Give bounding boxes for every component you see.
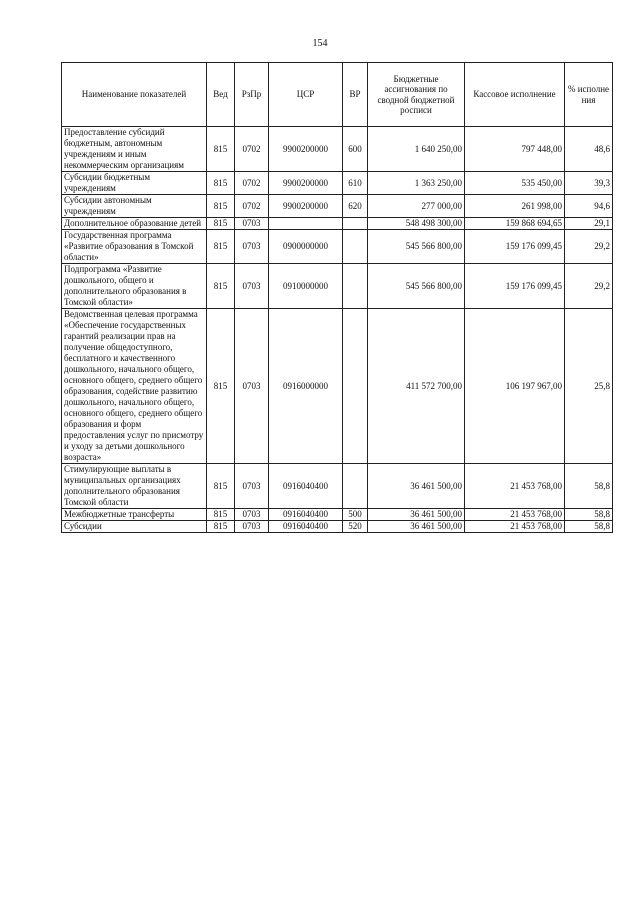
- cell-rzpr: 0702: [235, 195, 269, 218]
- cell-rzpr: 0703: [235, 309, 269, 464]
- cell-percent: 29,1: [565, 218, 613, 230]
- cell-csr: 0916040400: [269, 464, 343, 509]
- cell-csr: 9900200000: [269, 127, 343, 172]
- cell-rzpr: 0703: [235, 509, 269, 521]
- budget-table: [61, 62, 613, 533]
- table-row: [62, 218, 613, 230]
- cell-assignments: 36 461 500,00: [368, 464, 465, 509]
- cell-ved: 815: [207, 264, 235, 309]
- header-name: Наименование показателей: [62, 63, 207, 127]
- cell-assignments: 548 498 300,00: [368, 218, 465, 230]
- cell-name: Субсидии автономным учреждениям: [62, 195, 207, 218]
- cell-vr: 520: [343, 521, 368, 533]
- cell-vr: 610: [343, 172, 368, 195]
- header-ved: Вед: [207, 63, 235, 127]
- cell-csr: 0916040400: [269, 509, 343, 521]
- cell-vr: [343, 230, 368, 264]
- cell-execution: 797 448,00: [465, 127, 565, 172]
- table-row: [62, 464, 613, 509]
- cell-rzpr: 0702: [235, 172, 269, 195]
- cell-assignments: 36 461 500,00: [368, 521, 465, 533]
- cell-ved: 815: [207, 464, 235, 509]
- cell-execution: 535 450,00: [465, 172, 565, 195]
- cell-vr: 500: [343, 509, 368, 521]
- cell-vr: 620: [343, 195, 368, 218]
- cell-execution: 159 176 099,45: [465, 230, 565, 264]
- cell-rzpr: 0703: [235, 464, 269, 509]
- cell-percent: 39,3: [565, 172, 613, 195]
- table-row: [62, 264, 613, 309]
- header-percent: % исполне ния: [565, 63, 613, 127]
- table-row: [62, 509, 613, 521]
- cell-ved: 815: [207, 195, 235, 218]
- cell-execution: 159 176 099,45: [465, 264, 565, 309]
- cell-percent: 48,6: [565, 127, 613, 172]
- cell-execution: 261 998,00: [465, 195, 565, 218]
- cell-assignments: 1 640 250,00: [368, 127, 465, 172]
- cell-ved: 815: [207, 309, 235, 464]
- cell-percent: 58,8: [565, 464, 613, 509]
- cell-ved: 815: [207, 172, 235, 195]
- cell-name: Субсидии: [62, 521, 207, 533]
- cell-execution: 21 453 768,00: [465, 464, 565, 509]
- cell-percent: 29,2: [565, 230, 613, 264]
- cell-name: Предоставление субсидий бюджетным, автономным учреждениям и иным некоммерческим организациям: [62, 127, 207, 172]
- cell-name: Государственная программа «Развитие образования в Томской области»: [62, 230, 207, 264]
- cell-execution: 106 197 967,00: [465, 309, 565, 464]
- cell-percent: 94,6: [565, 195, 613, 218]
- cell-assignments: 1 363 250,00: [368, 172, 465, 195]
- cell-execution: 21 453 768,00: [465, 521, 565, 533]
- table-row: [62, 309, 613, 464]
- cell-vr: 600: [343, 127, 368, 172]
- cell-assignments: 36 461 500,00: [368, 509, 465, 521]
- cell-percent: 58,8: [565, 509, 613, 521]
- cell-execution: 21 453 768,00: [465, 509, 565, 521]
- cell-csr: 0916040400: [269, 521, 343, 533]
- cell-assignments: 411 572 700,00: [368, 309, 465, 464]
- cell-name: Межбюджетные трансферты: [62, 509, 207, 521]
- cell-vr: [343, 264, 368, 309]
- cell-rzpr: 0702: [235, 127, 269, 172]
- cell-rzpr: 0703: [235, 218, 269, 230]
- table-row: [62, 521, 613, 533]
- cell-csr: 9900200000: [269, 172, 343, 195]
- cell-name: Субсидии бюджетным учреждениям: [62, 172, 207, 195]
- cell-percent: 58,8: [565, 521, 613, 533]
- cell-ved: 815: [207, 521, 235, 533]
- cell-execution: 159 868 694,65: [465, 218, 565, 230]
- cell-csr: [269, 218, 343, 230]
- page-number: 154: [312, 38, 328, 49]
- cell-vr: [343, 309, 368, 464]
- cell-csr: 0910000000: [269, 264, 343, 309]
- cell-ved: 815: [207, 218, 235, 230]
- cell-name: Ведомственная целевая программа «Обеспечение государственных гарантий реализации прав на получение общедоступного, бесплатного и качественного дошкольного, начального общего, основного общего, среднего общего образования, содействие развитию дошкольного, начального общего, основного общего, среднего общего образования и форм предоставления услуг по присмотру и уходу за детьми дошкольного возраста»: [62, 309, 207, 464]
- cell-csr: 0900000000: [269, 230, 343, 264]
- header-assignments: Бюджетные ассигнования по сводной бюджетной росписи: [368, 63, 465, 127]
- cell-rzpr: 0703: [235, 264, 269, 309]
- cell-csr: 0916000000: [269, 309, 343, 464]
- header-execution: Кассовое исполнение: [465, 63, 565, 127]
- table-header-row: [62, 63, 613, 127]
- cell-vr: [343, 218, 368, 230]
- cell-name: Стимулирующие выплаты в муниципальных организациях дополнительного образования Томской области: [62, 464, 207, 509]
- table-row: [62, 127, 613, 172]
- cell-percent: 29,2: [565, 264, 613, 309]
- cell-ved: 815: [207, 509, 235, 521]
- table-row: [62, 195, 613, 218]
- header-vr: ВР: [343, 63, 368, 127]
- cell-vr: [343, 464, 368, 509]
- cell-csr: 9900200000: [269, 195, 343, 218]
- cell-assignments: 545 566 800,00: [368, 264, 465, 309]
- cell-assignments: 277 000,00: [368, 195, 465, 218]
- cell-name: Подпрограмма «Развитие дошкольного, общего и дополнительного образования в Томской области»: [62, 264, 207, 309]
- cell-ved: 815: [207, 230, 235, 264]
- cell-percent: 25,8: [565, 309, 613, 464]
- cell-name: Дополнительное образование детей: [62, 218, 207, 230]
- header-csr: ЦСР: [269, 63, 343, 127]
- cell-assignments: 545 566 800,00: [368, 230, 465, 264]
- cell-rzpr: 0703: [235, 521, 269, 533]
- table-row: [62, 230, 613, 264]
- cell-rzpr: 0703: [235, 230, 269, 264]
- header-rzpr: РзПр: [235, 63, 269, 127]
- cell-ved: 815: [207, 127, 235, 172]
- table-row: [62, 172, 613, 195]
